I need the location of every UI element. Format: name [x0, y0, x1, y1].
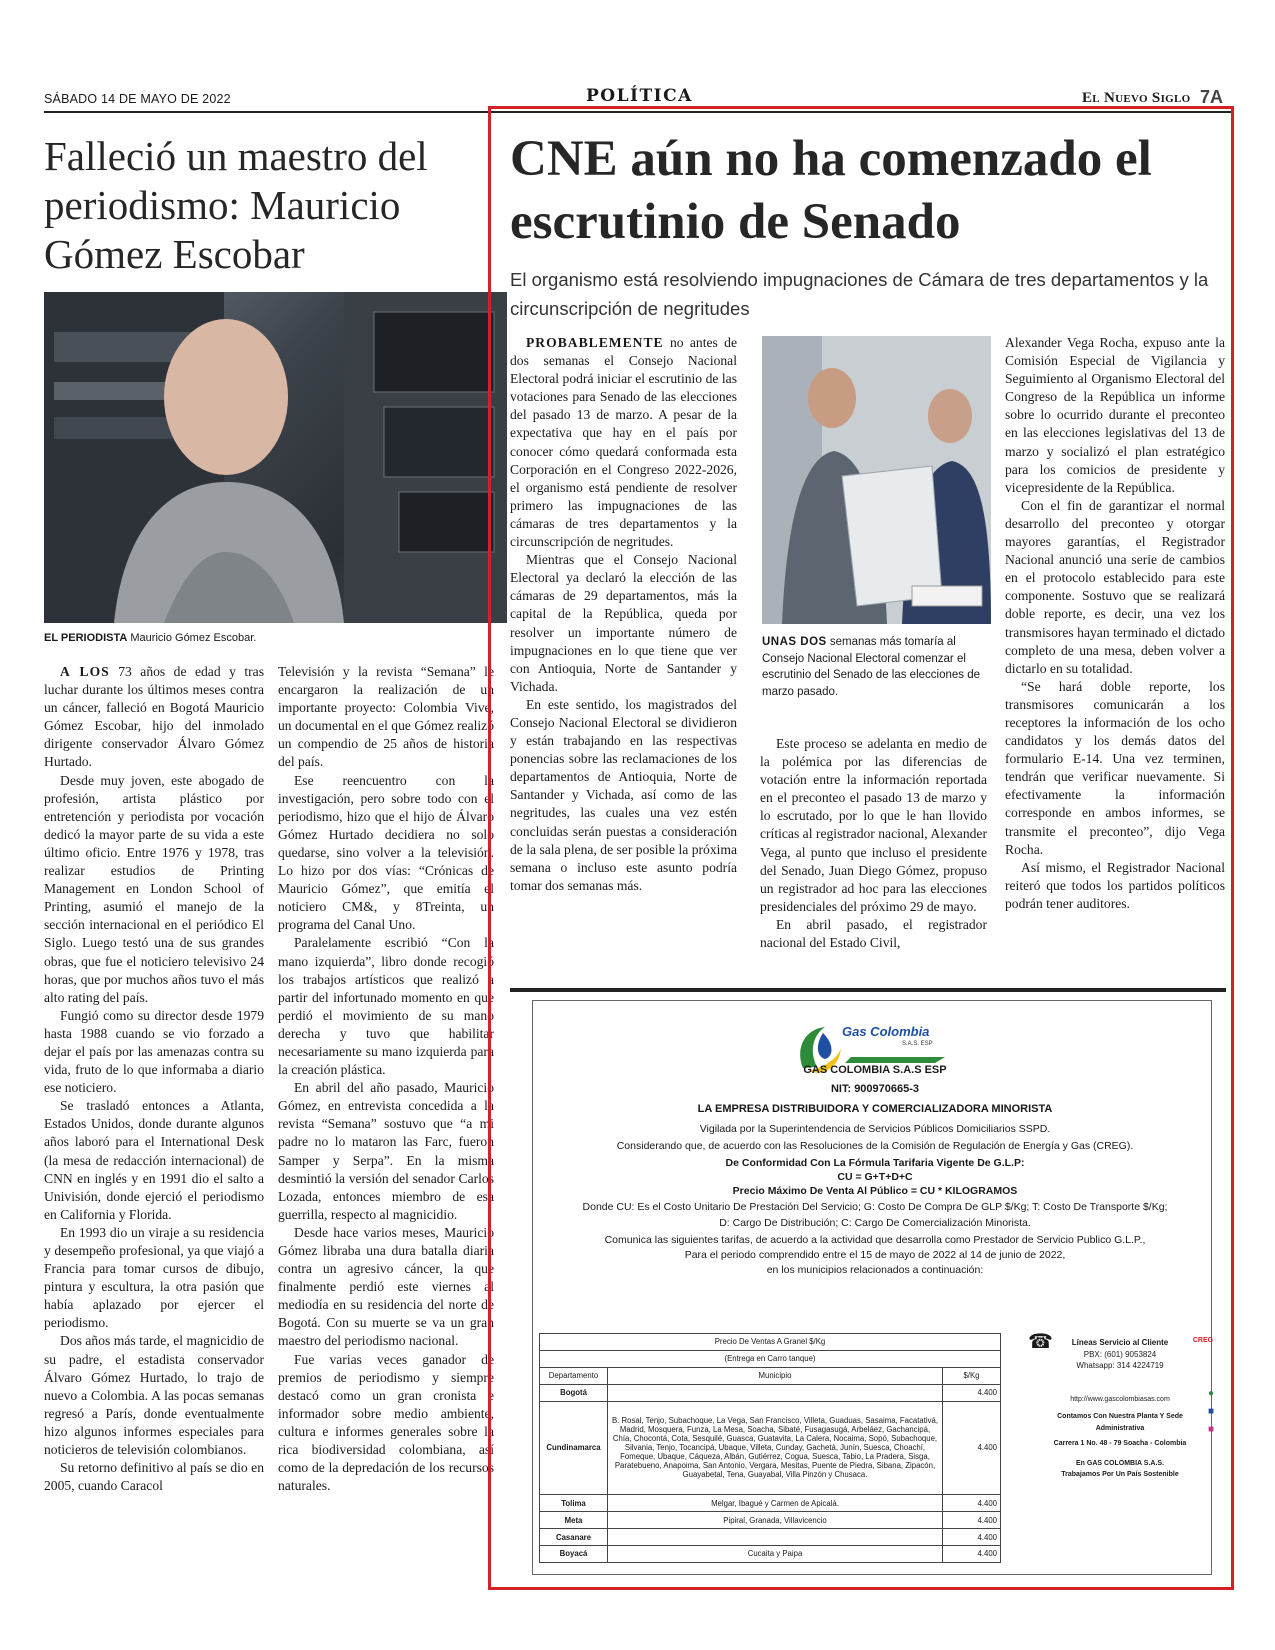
header-paper-name: El Nuevo Siglo	[1082, 90, 1191, 106]
journalist-photo	[44, 292, 507, 623]
article-paragraph	[1005, 497, 1225, 678]
caption-text: Mauricio Gómez Escobar.	[127, 632, 257, 644]
paragraph-text: Fungió como su director desde 1979 hasta 1988 cuando se vio forzado a dejar el país por las amenazas contra su vida, fruto de lo que informaba a diario ese noticiero.	[44, 1007, 264, 1096]
cne-photo	[762, 336, 991, 624]
table-cell-mun: Cucaita y Paipa	[608, 1545, 943, 1562]
paragraph-text: Paralelamente escribió “Con la mano izquierda”, libro donde recogió los trabajos artísticos que realizó a partir del infortunado momento en que perdió el movimiento de su mano derecha y tuvo que habilitar necesariamente su mano izquierda para la creación plástica.	[278, 935, 494, 1078]
cne-photo-caption	[762, 634, 987, 700]
paragraph-kicker: A LOS	[60, 664, 110, 679]
paragraph-text: Mientras que el Consejo Nacional Electoral ya declaró la elección de las cámaras de 29 departamentos, más la capital de la República, queda por resolver un importante número de impugnaciones en lo que tiene que ver con Antioquia, Norte de Santander y Vichada.	[510, 552, 737, 694]
ad-tagline: LA EMPRESA DISTRIBUIDORA Y COMERCIALIZADORA MINORISTA	[697, 1103, 1053, 1115]
instagram-icon: ■	[1208, 1424, 1215, 1435]
main-article-column-3	[1005, 334, 1225, 913]
table-cell-mun	[608, 1384, 943, 1401]
article-paragraph	[760, 916, 987, 952]
main-article-column-2	[760, 735, 987, 952]
table-cell-dep: Cundinamarca	[540, 1401, 608, 1494]
article-paragraph	[278, 934, 494, 1079]
table-row	[540, 1384, 1001, 1401]
table-cell-mun: Melgar, Ibagué y Carmen de Apicalá.	[608, 1495, 943, 1512]
caption-label: UNAS DOS	[762, 636, 827, 648]
table-cell-dep: Bogotá	[540, 1384, 608, 1401]
article-paragraph	[278, 1351, 494, 1496]
ad-line: Considerando que, de acuerdo con las Resoluciones de la Comisión de Regulación de Energía y Gas (CREG).	[616, 1140, 1134, 1152]
paragraph-text: “Se hará doble reporte, los transmisores comunicarán a los receptores la información de los ocho candidatos y los demás datos del formulario E-14. Una vez terminen, tendrán que verificar nuevamente. Si efectivamente la información corresponde en ambos informes, se transmite el preconteo”, dijo Vega Rocha.	[1005, 678, 1225, 857]
paragraph-text: Dos años más tarde, el magnicidio de su padre, el estadista conservador Álvaro Gómez Hurtado, lo trajo de nuevo a Colombia. A las pocas semanas regresó a París, donde eventualmente hizo algunos informes especiales para noticieros de televisión colombianos.	[44, 1333, 264, 1458]
main-article-subtitle: El organismo está resolviendo impugnaciones de Cámara de tres departamentos y la circunscripción de negritudes	[510, 269, 1209, 319]
table-row	[540, 1512, 1001, 1529]
paragraph-text: Fue varias veces ganador de premios de periodismo y siempre destacó como un gran cronista e informador sobre medio ambiente, cultura e informes generales sobre la rica biodiversidad colombiana, así como de la depredación de los recursos naturales.	[278, 1351, 494, 1494]
article-paragraph	[510, 696, 737, 895]
caption-label: EL PERIODISTA	[44, 632, 128, 644]
main-article-column-1	[510, 334, 737, 895]
article-paragraph	[278, 663, 494, 772]
table-cell-mun	[608, 1529, 943, 1546]
table-cell-dep: Casanare	[540, 1529, 608, 1546]
article-paragraph	[760, 735, 987, 916]
paragraph-text: Con el fin de garantizar el normal desarrollo del preconteo y otorgar mayores garantías, el Registrador Nacional anunció una serie de cambios en el protocolo establecido para este componente. Sostuvo que se realizará doble reporte, es decir, una vez los transmisores hayan terminado el dictado completo de una mesa, deben volver a dictarlo en su totalidad.	[1005, 497, 1225, 676]
ad-company: GAS COLOMBIA S.A.S ESP	[803, 1064, 947, 1076]
facebook-icon: ■	[1208, 1406, 1215, 1417]
article-paragraph	[44, 1224, 264, 1333]
left-article-column-1	[44, 663, 264, 1495]
paragraph-text: En este sentido, los magistrados del Consejo Nacional Electoral se dividieron y están trabajando en las respectivas ponencias sobre las reclamaciones de los departamentos de Antioquia, Norte de Santander y Vichada, así como de las negritudes, las cuales una vez estén concluidas serán puestas a consideración de la sala plena, de ser posible la próxima semana o incluso este asunto podría tomar dos semanas más.	[510, 696, 737, 893]
table-cell-price: 4.400	[943, 1401, 1001, 1494]
paragraph-text: Desde muy joven, este abogado de profesión, artista plástico por entretención y periodista por vocación dedicó la mayor parte de su vida a este último oficio. Entre 1976 y 1978, tras realizar estudios de Printing Management en London School of Printing, asumió el manejo de la sección internacional en el periódico El Siglo. Luego testó una de sus grandes obras, que fue el noticiero televisivo 24 horas, que por muchos años tuvo el más alto rating del país.	[44, 772, 264, 1005]
ad-contact: Contamos Con Nuestra Planta Y Sede Administrativa	[1057, 1413, 1183, 1432]
header-page-number: 7A	[1200, 87, 1224, 107]
table-cell-price: 4.400	[943, 1545, 1001, 1562]
paragraph-text: Televisión y la revista “Semana” le encargaron la realización de un importante proyecto: Colombia Vive, un documental en el que Gómez realizó un compendio de 25 años de historia del país.	[278, 664, 494, 770]
ad-line: CU = G+T+D+C	[837, 1171, 913, 1183]
paragraph-text: Este proceso se adelanta en medio de la polémica por las diferencias de votación entre la información reportada en el preconteo el pasado 13 de marzo y lo escrutado, por lo que le han llovido críticas al registrador nacional, Alexander Vega, al punto que incluso el presidente del Senado, Juan Diego Gómez, propuso un registrador ad hoc para las elecciones presidenciales del próximo 29 de mayo.	[760, 736, 987, 914]
table-cell-mun: B. Rosal, Tenjo, Subachoque, La Vega, San Francisco, Villeta, Guaduas, Sasaima, Facatativá, Madrid, Mosquera, Funza, La Mesa, Soacha, Sibaté, Fusagasugá, Arbeláez, Gachancipá, Chía, Chocontá, Cota, Sesquilé, Guasca, Guatavita, La Calera, Nocaima, Sopó, Subachoque, Silvania, Tenjo, Tocancipá, Ubaque, Villeta, Cunday, Gachetá, Junín, Suesca, Choachí, Fomeque, Ubaque, Cáqueza, Albán, Gutiérrez, Cogua, Suesca, Tabio, La Pradera, Sisga, Paratebueno, Anapoima, San Antonio, Vergara, Mesitas, Puente de Piedra, Sibana, Zipacón, Guayabetal, Tena, Guayabal, Villa Pinzón y Chusaca.	[608, 1401, 943, 1494]
whatsapp-icon: ●	[1208, 1388, 1215, 1399]
ad-logo-sub: S.A.S. ESP	[902, 1041, 933, 1047]
article-paragraph	[44, 1007, 264, 1097]
price-table-header-dep: Departamento	[540, 1367, 608, 1384]
creg-logo: CREG	[1192, 1337, 1214, 1344]
phone-icon: ☎	[1028, 1331, 1053, 1353]
table-cell-price: 4.400	[943, 1384, 1001, 1401]
table-cell-dep: Meta	[540, 1512, 608, 1529]
ad-nit: NIT: 900970665-3	[830, 1083, 920, 1095]
section-rule	[510, 988, 1226, 992]
article-paragraph	[278, 1224, 494, 1351]
paragraph-text: En 1993 dio un viraje a su residencia y desempeño profesional, ya que viajó a Francia para tomar cursos de dibujo, pintura y escultura, la otra pasión que había aplazado por ejercer el periodismo.	[44, 1224, 264, 1331]
table-row	[540, 1545, 1001, 1562]
ad-pbx: PBX: (601) 9053824	[1083, 1349, 1157, 1359]
paragraph-text: Ese reencuentro con la investigación, pero sobre todo con el periodismo, hizo que el hijo de Álvaro Gómez Hurtado decidiera no solo quedarse, sino volver a la televisión. Lo hizo por dos vías: “Crónicas de Mauricio Gómez”, que emitía el noticiero CM&, y 8Treinta, un programa del Canal Uno.	[278, 772, 494, 933]
ad-line: De Conformidad Con La Fórmula Tarifaria Vigente De G.L.P:	[725, 1157, 1025, 1169]
table-cell-dep: Tolima	[540, 1495, 608, 1512]
article-paragraph	[510, 334, 737, 551]
ad-line: en los municipios relacionados a continuación:	[766, 1264, 984, 1276]
price-table-title: Precio De Ventas A Granel $/Kg	[540, 1334, 1001, 1351]
ad-line: Vigilada por la Superintendencia de Servicios Públicos Domiciliarios SSPD.	[699, 1123, 1051, 1135]
ad-line: Precio Máximo De Venta Al Público = CU * KILOGRAMOS	[732, 1185, 1018, 1197]
paragraph-text: En abril pasado, el registrador nacional del Estado Civil,	[760, 916, 987, 951]
price-table-subtitle: (Entrega en Carro tanque)	[540, 1350, 1001, 1367]
table-cell-price: 4.400	[943, 1495, 1001, 1512]
ad-address: Carrera 1 No. 48 - 79 Soacha - Colombia	[1053, 1440, 1187, 1447]
article-paragraph	[1005, 678, 1225, 859]
price-table-header-price: $/Kg	[943, 1367, 1001, 1384]
header-section: POLÍTICA	[586, 86, 693, 106]
paragraph-text: En abril del año pasado, Mauricio Gómez, en entrevista concedida a la revista “Semana” sostuvo que “a mi padre no lo mataron las Farc, fueron Samper y Serpa”. En la misma desmintió la versión del senador Carlos Lozada, entonces miembro de esa guerrilla, respecto al magnicidio.	[278, 1080, 494, 1222]
ad-contact-info	[1028, 1331, 1215, 1481]
left-article-title: Falleció un maestro del periodismo: Mauricio Gómez Escobar	[44, 133, 428, 277]
paragraph-text: 73 años de edad y tras luchar durante los últimos meses contra un cáncer, falleció en Bogotá Mauricio Gómez Escobar, hijo del inmolado dirigente conservador Álvaro Gómez Hurtado.	[44, 664, 264, 770]
article-paragraph	[44, 1459, 264, 1495]
article-paragraph	[278, 772, 494, 935]
paragraph-text: no antes de dos semanas el Consejo Nacional Electoral podrá iniciar el escrutinio de las votaciones para Senado de las elecciones del pasado 13 de marzo. A pesar de la expectativa que hay en el país por conocer cómo quedará conformada esta Corporación en el Congreso 2022-2026, el organismo está pendiente de resolver primero las impugnaciones de las cámaras de tres departamentos y la circunscripción de negritudes.	[510, 335, 737, 550]
article-paragraph	[44, 1332, 264, 1459]
table-cell-price: 4.400	[943, 1512, 1001, 1529]
header-date: SÁBADO 14 DE MAYO DE 2022	[44, 92, 231, 106]
paragraph-text: Desde hace varios meses, Mauricio Gómez libraba una dura batalla diaria contra un agresivo cáncer, la que finalmente perdió este viernes al mediodía en su residencia del norte de Bogotá. Con su muerte se va un gran maestro del periodismo nacional.	[278, 1224, 494, 1349]
paragraph-text: Se trasladó entonces a Atlanta, Estados Unidos, donde durante algunos años laboró para el International Desk (la mesa de redacción internacional) de CNN en inglés y en 1991 dio el salto a Univisión, donde ejerció el periodismo en California y Florida.	[44, 1098, 264, 1222]
ad-closing-2: Trabajamos Por Un País Sostenible	[1061, 1471, 1179, 1478]
caption-text: semanas más tomaría al Consejo Nacional Electoral comenzar el escrutinio del Senado de las elecciones de marzo pasado.	[762, 636, 981, 698]
ad-whatsapp: Whatsapp: 314 4224719	[1076, 1361, 1164, 1370]
article-paragraph	[44, 663, 264, 772]
ad-line: Para el periodo comprendido entre el 15 de mayo de 2022 al 14 de junio de 2022,	[684, 1249, 1066, 1261]
ad-logo-text: Gas Colombia	[842, 1024, 930, 1039]
paragraph-text: Alexander Vega Rocha, expuso ante la Comisión Especial de Vigilancia y Seguimiento al Organismo Electoral del Congreso de la República un informe sobre lo ocurrido durante el preconteo en las elecciones legislativas del 13 de marzo y socializó el plan estratégico para los comicios de presidente y vicepresidente de la República.	[1005, 335, 1225, 495]
ad-web: http://www.gascolombiasas.com	[1070, 1395, 1170, 1403]
article-paragraph	[1005, 859, 1225, 913]
table-row	[540, 1401, 1001, 1494]
main-article-title: CNE aún no ha comenzado el escrutinio de Senado	[510, 131, 1152, 250]
ad-line: Comunica las siguientes tarifas, de acuerdo a la actividad que desarrolla como Prestador de Servicio Publico G.L.P.,	[604, 1234, 1146, 1246]
left-article-column-2	[278, 663, 494, 1495]
article-paragraph	[44, 1097, 264, 1224]
table-row	[540, 1529, 1001, 1546]
article-paragraph	[44, 772, 264, 1007]
ad-closing-1: En GAS COLOMBIA S.A.S.	[1075, 1459, 1165, 1467]
ad-line: Donde CU: Es el Costo Unitario De Prestación Del Servicio; G: Costo De Compra De GLP $/Kg; T: Costo De Transporte $/Kg;	[582, 1201, 1168, 1213]
article-paragraph	[1005, 334, 1225, 497]
ad-lines-title: Líneas Servicio al Cliente	[1071, 1338, 1169, 1347]
ad-line: D: Cargo De Distribución; C: Cargo De Comercialización Minorista.	[719, 1217, 1031, 1229]
price-table-header-mun: Municipio	[608, 1367, 943, 1384]
paragraph-text: Así mismo, el Registrador Nacional reiteró que todos los partidos políticos podrán tener auditores.	[1005, 859, 1225, 911]
table-cell-price: 4.400	[943, 1529, 1001, 1546]
journalist-photo-caption	[44, 632, 514, 644]
table-cell-dep: Boyacá	[540, 1545, 608, 1562]
article-paragraph	[510, 551, 737, 696]
article-paragraph	[278, 1079, 494, 1224]
table-cell-mun: Pipiral, Granada, Villavicencio	[608, 1512, 943, 1529]
table-row	[540, 1495, 1001, 1512]
paragraph-kicker: PROBABLEMENTE	[526, 335, 664, 350]
price-table	[539, 1333, 1001, 1563]
paragraph-text: Su retorno definitivo al país se dio en 2005, cuando Caracol	[44, 1460, 264, 1494]
